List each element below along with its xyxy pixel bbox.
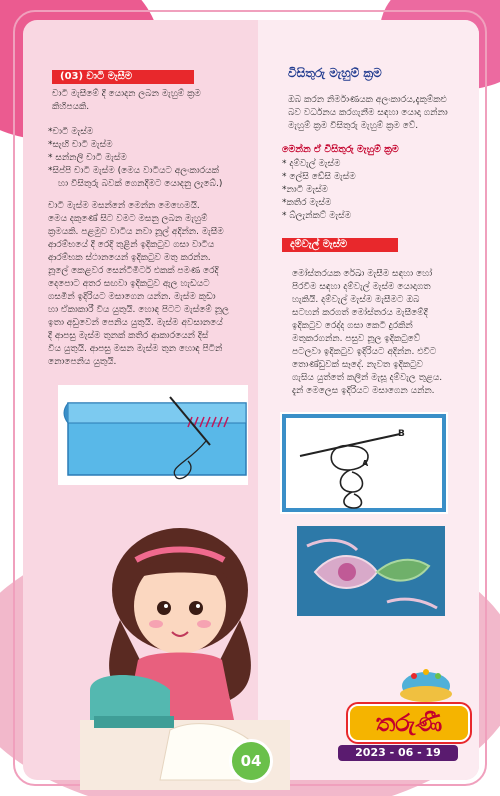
section-heading: විසිතුරු මැහුම් ක්‍රම	[288, 66, 382, 80]
diagram-label-a: A	[362, 459, 369, 468]
hem-stitch-drawing	[58, 385, 248, 485]
embroidery-photo	[297, 526, 445, 616]
page-number: 04	[229, 739, 273, 783]
chain-stitch-diagram	[280, 412, 448, 514]
pincushion-illustration	[396, 664, 456, 704]
chain-stitch-drawing	[280, 412, 448, 514]
diagram-label-b: B	[398, 429, 405, 439]
pincushion-drawing	[396, 664, 456, 704]
issue-date: 2023 - 06 - 19	[338, 745, 458, 761]
intro-text: චාටි මැසීමේ දී යොදන ලබන මැහුම් ක්‍රම කිහිපයකි.	[52, 89, 201, 112]
fancy-stitch-intro: ඔබ කරන නිර්මාණයක අලංකාරය,දැකුම්කළු බව වර්ධනය කරගැනීම සඳහා යොදා ගන්නා මැහුම් ක්‍රම විසිතුරු මැහුම් ක්‍රම වේ.	[288, 95, 448, 131]
fancy-stitch-list: * දම්වැල් මැස්ම * ලේසි ඩේසි මැස්ම *නාටි මැස්ම *කතිර මැස්ම * බ්ලැන්කට් මැස්ම	[282, 159, 356, 221]
section-heading: (03) චාටි මැසීම	[52, 70, 194, 84]
hem-stitch-instructions: චාටි මැස්ම මසන්නේ මෙන්න මෙහෙමයි. මෙය දකුණේ සිට වමට මසනු ලබන මැහුම් ක්‍රමයකි. පළමුව වාටිය නවා නූල් අදින්න. මැසීම ආරම්භයේ දී රෙදි තුළින් ඉදිකටුව ගසා වාටිය ආරම්භක ස්ථානයෙන් ඉදිකටුව මතු කරන්න. නූලේ කෙළවර සෙන්ටිමීටර් එකක් පමණ රෙදි දෙපොට අතර සඟවා ඉදිකටුව ඇල හැඩයට ගසමින් ඉදිරියට මසාගෙන යන්න. මැස්ම කුඩා හා ඒකාකාරී විය යුතුයි. හොඳ පිටට මැස්මේ නූල ඉතා අඩුවෙන් පෙනිය යුතුයි. මැස්ම අවසානයේ දී ආපසු මැස්ම තුනක් කතිර ආකාරයෙන් දිස් විය යුතුයි. ආපසු මසන මැස්ම තුන හොඳ පිටින් නොපෙනිය යුතුයි.	[48, 201, 229, 367]
embroidery-photo-drawing	[297, 526, 445, 616]
subheading: මෙන්න ඒ විසිතුරු මැහුම් ක්‍රම	[282, 144, 399, 155]
section-heading: දම්වැල් මැස්ම	[282, 238, 398, 252]
hem-stitch-illustration	[58, 385, 248, 485]
chain-stitch-instructions: මෝස්තරයක රේඛා මැසීම සඳහා හෝ පිරවීම සඳහා දම්වැල් මැස්ම යොදාගත හැකියි. දම්වැල් මැස්ම මැසීමට ඔබ සටහන් කරගත් මෝස්තරය මැසීමේදී ඉදිකටුව රෙද්ද ගසා කෙටි දුරකින් මතුකරගන්න. පසුව නූල ඉදිකටුවේ පටලවා ඉදිකටුව ඉදිරියට අදින්න. එවිට තොණ්ඩුවක් සෑදේ. නැවත ඉදිකටුව ගැසිය යුත්තේ කලින් මැසූ දම්වැල තුළය. දැන් මෙලෙස ඉදිරියට මසාගෙන යන්න.	[292, 269, 443, 396]
hem-types-list: *චාටි මැස්ම *සැඟි චාටි මැස්ම * සන්නලි චාටි මැස්ම *සිප්පි චාටි මැස්ම (මෙය වාටියට අලංකාරයක් හා විසිතුරු බවක් ගෙනදීමට යොදනු ලැබේ.)	[48, 127, 223, 189]
magazine-logo: තරුණී	[348, 704, 470, 742]
